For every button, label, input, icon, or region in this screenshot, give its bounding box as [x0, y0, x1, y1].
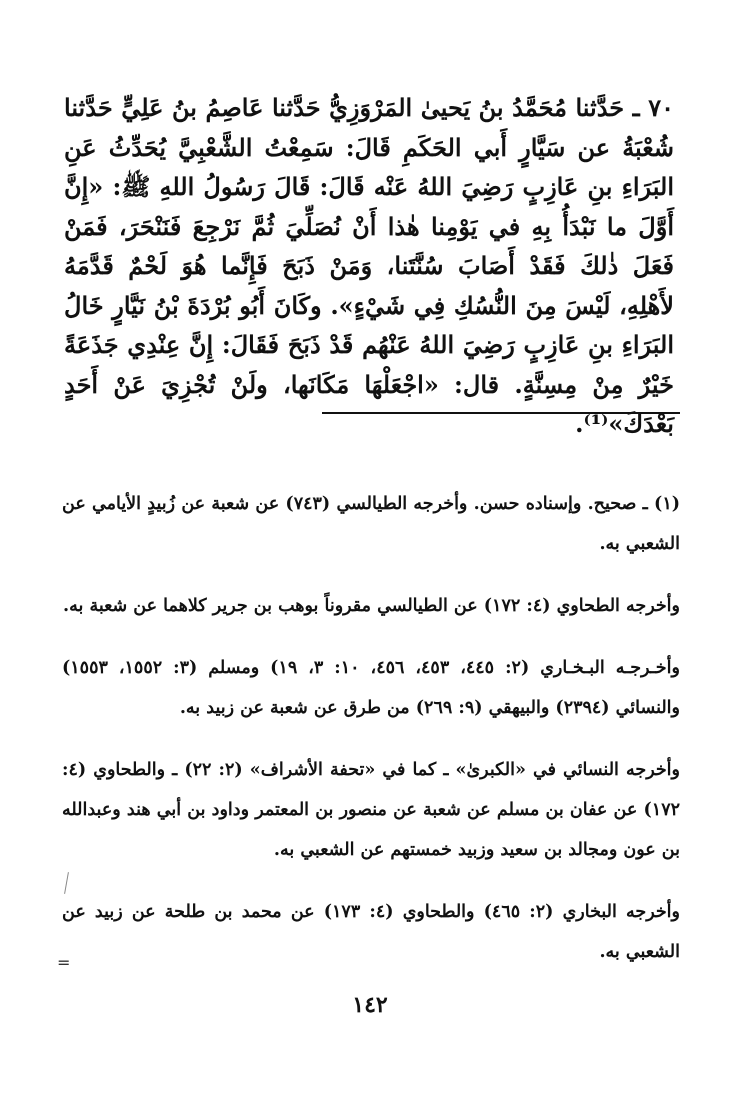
footnote-paragraph: وأخرجه البخاري (٢: ٤٦٥) والطحاوي (٤: ١٧٣) عن محمد بن طلحة عن زبيد عن الشعبي به.	[62, 902, 680, 962]
footnote-paragraph: وأخـرجـه البـخـاري (٢: ٤٤٥، ٤٥٣، ٤٥٦، ١٠: ٣، ١٩) ومسلم (٣: ١٥٥٢، ١٥٥٣) والنسائي (٢٣٩٤) والبيهقي (٩: ٢٦٩) من طرق عن شعبة عن زبيد به.	[62, 658, 680, 718]
footnote-paragraph: وأخرجه النسائي في «الكبرىٰ» ـ كما في «تحفة الأشراف» (٢: ٢٢) ـ والطحاوي (٤: ١٧٢) عن عفان بن مسلم عن شعبة عن منصور بن المعتمر وداود بن أبي هند وعبدالله بن عون ومجالد بن سعيد وزبيد خمستهم عن الشعبي به.	[62, 760, 680, 860]
footnotes-block	[62, 484, 680, 994]
hadith-text-block	[64, 88, 674, 444]
hadith-paragraph: ٧٠ ـ حَدَّثنا مُحَمَّدُ بنُ يَحيىٰ المَرْوَزِيُّ حَدَّثنا عَاصِمُ بنُ عَلِيٍّ حَدَّثنا شُعْبَةُ عن سَيَّارٍ أَبي الحَكَمِ قَالَ: سَمِعْتُ الشَّعْبِيَّ يُحَدِّثُ عَنِ البَرَاءِ بنِ عَازِبٍ رَضِيَ اللهُ عَنْه قَالَ: قَالَ رَسُولُ اللهِ ﷺ: «إِنَّ أَوَّلَ ما نَبْدَأُ بِهِ في يَوْمِنا هٰذا أَنْ نُصَلِّيَ ثُمَّ نَرْجِعَ فَنَنْحَرَ، فَمَنْ فَعَلَ ذٰلكَ فَقَدْ أَصَابَ سُنَّتَنا، وَمَنْ ذَبَحَ فَإِنَّما هُوَ لَحْمٌ قَدَّمَهُ لأَهْلِهِ، لَيْسَ مِنَ النُّسُكِ فِي شَيْءٍ». وكَانَ أَبُو بُرْدَةَ بْنُ نَيَّارٍ خَالُ البَرَاءِ بنِ عَازِبٍ رَضِيَ اللهُ عَنْهُم قَدْ ذَبَحَ فَقَالَ: إِنَّ عِنْدِي جَذَعَةً خَيْرٌ مِنْ مِسِنَّةٍ. قال: «اجْعَلْهَا مَكَانَها، ولَنْ تُجْزِيَ عَنْ أَحَدٍ بَعْدَكَ»⁽¹⁾.	[64, 93, 675, 438]
page-number: ١٤٢	[352, 992, 388, 1018]
footnote-paragraph: وأخرجه الطحاوي (٤: ١٧٢) عن الطيالسي مقروناً بوهب بن جرير كلاهما عن شعبة به.	[63, 596, 680, 616]
footnote-paragraph: (١) ـ صحيح. وإسناده حسن. وأخرجه الطيالسي (٧٤٣) عن شعبة عن زُبيدٍ الأيامي عن الشعبي به.	[62, 494, 681, 554]
footnote-divider	[322, 412, 680, 414]
margin-mark: =	[57, 953, 71, 972]
